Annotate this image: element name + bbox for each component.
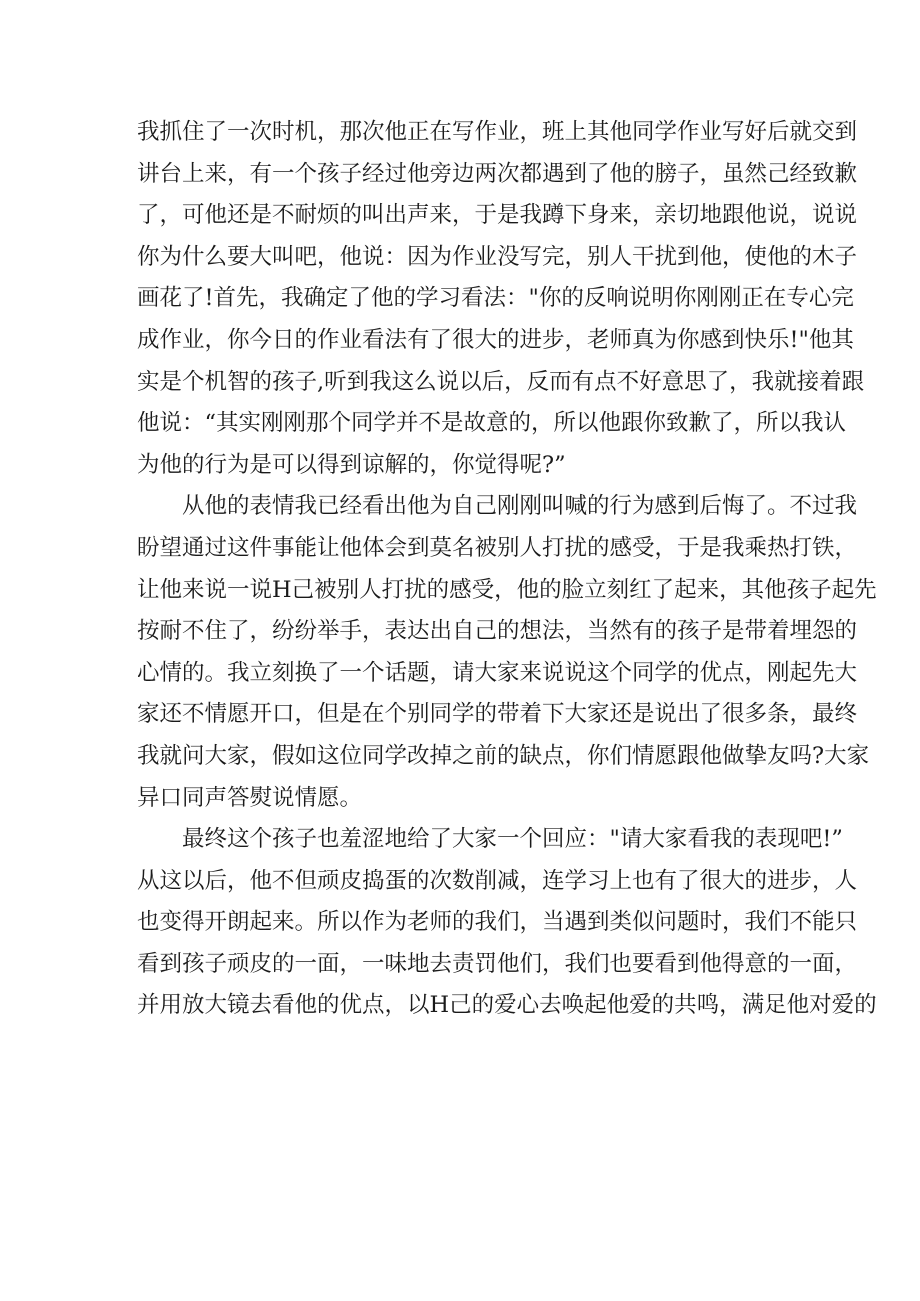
paragraph-3-line-1: 最终这个孩子也羞涩地给了大家一个回应："请大家看我的表现吧!” [182,826,843,853]
paragraph-2-line-5: 心情的。我立刻换了一个话题，请大家来说说这个同学的优点，刚起先大 [137,659,858,686]
paragraph-2-line-3: 让他来说一说H己被别人打扰的感受，他的脸立刻红了起来，其他孩子起先 [137,576,877,603]
paragraph-1-line-2: 讲台上来，有一个孩子经过他旁边两次都遇到了他的膀子，虽然己经致歉 [137,160,858,187]
paragraph-2-line-6: 家还不情愿开口，但是在个别同学的带着下大家还是说出了很多条，最终 [137,701,858,728]
paragraph-1-line-5: 画花了!首先，我确定了他的学习看法："你的反响说明你刚刚正在专心完 [137,285,854,312]
paragraph-2-line-7: 我就问大家，假如这位同学改掉之前的缺点，你们情愿跟他做挚友吗?大家 [137,742,870,769]
paragraph-1-line-8: 他说：“其实刚刚那个同学并不是故意的，所以他跟你致歉了，所以我认 [137,410,847,437]
paragraph-1-line-7: 实是个机智的孩子,听到我这么说以后，反而有点不好意思了，我就接着跟 [137,368,865,395]
paragraph-3-line-4: 看到孩子顽皮的一面，一味地去责罚他们，我们也要看到他得意的一面， [137,950,858,977]
paragraph-2-line-8: 异口同声答熨说情愿。 [137,784,363,811]
paragraph-2-line-4: 按耐不住了，纷纷举手，表达出自己的想法，当然有的孩子是带着埋怨的 [137,618,858,645]
paragraph-2-line-1: 从他的表情我已经看出他为自己刚刚叫喊的行为感到后悔了。不过我 [182,493,858,520]
paragraph-1-line-4: 你为什么要大叫吧，他说：因为作业没写完，别人干扰到他，使他的木子 [137,243,858,270]
paragraph-1-line-1: 我抓住了一次时机，那次他正在写作业，班上其他同学作业写好后就交到 [137,119,858,145]
paragraph-2-line-2: 盼望通过这件事能让他体会到莫名被别人打扰的感受，于是我乘热打铁， [137,534,858,561]
paragraph-1-line-9: 为他的行为是可以得到谅解的，你觉得呢?” [137,451,566,478]
paragraph-3-line-2: 从这以后，他不但顽皮捣蛋的次数削减，连学习上也有了很大的进步，人 [137,867,858,894]
paragraph-3-line-3: 也变得开朗起来。所以作为老师的我们，当遇到类似问题时，我们不能只 [137,909,858,936]
paragraph-1-line-3: 了，可他还是不耐烦的叫出声来，于是我蹲下身来，亲切地跟他说，说说 [137,202,858,229]
paragraph-1-line-6: 成作业，你今日的作业看法有了很大的进步，老师真为你感到快乐!"他其 [137,326,854,353]
paragraph-3-line-5: 并用放大镜去看他的优点，以H己的爱心去唤起他爱的共鸣，满足他对爱的 [137,992,877,1019]
body-text [137,112,877,1027]
